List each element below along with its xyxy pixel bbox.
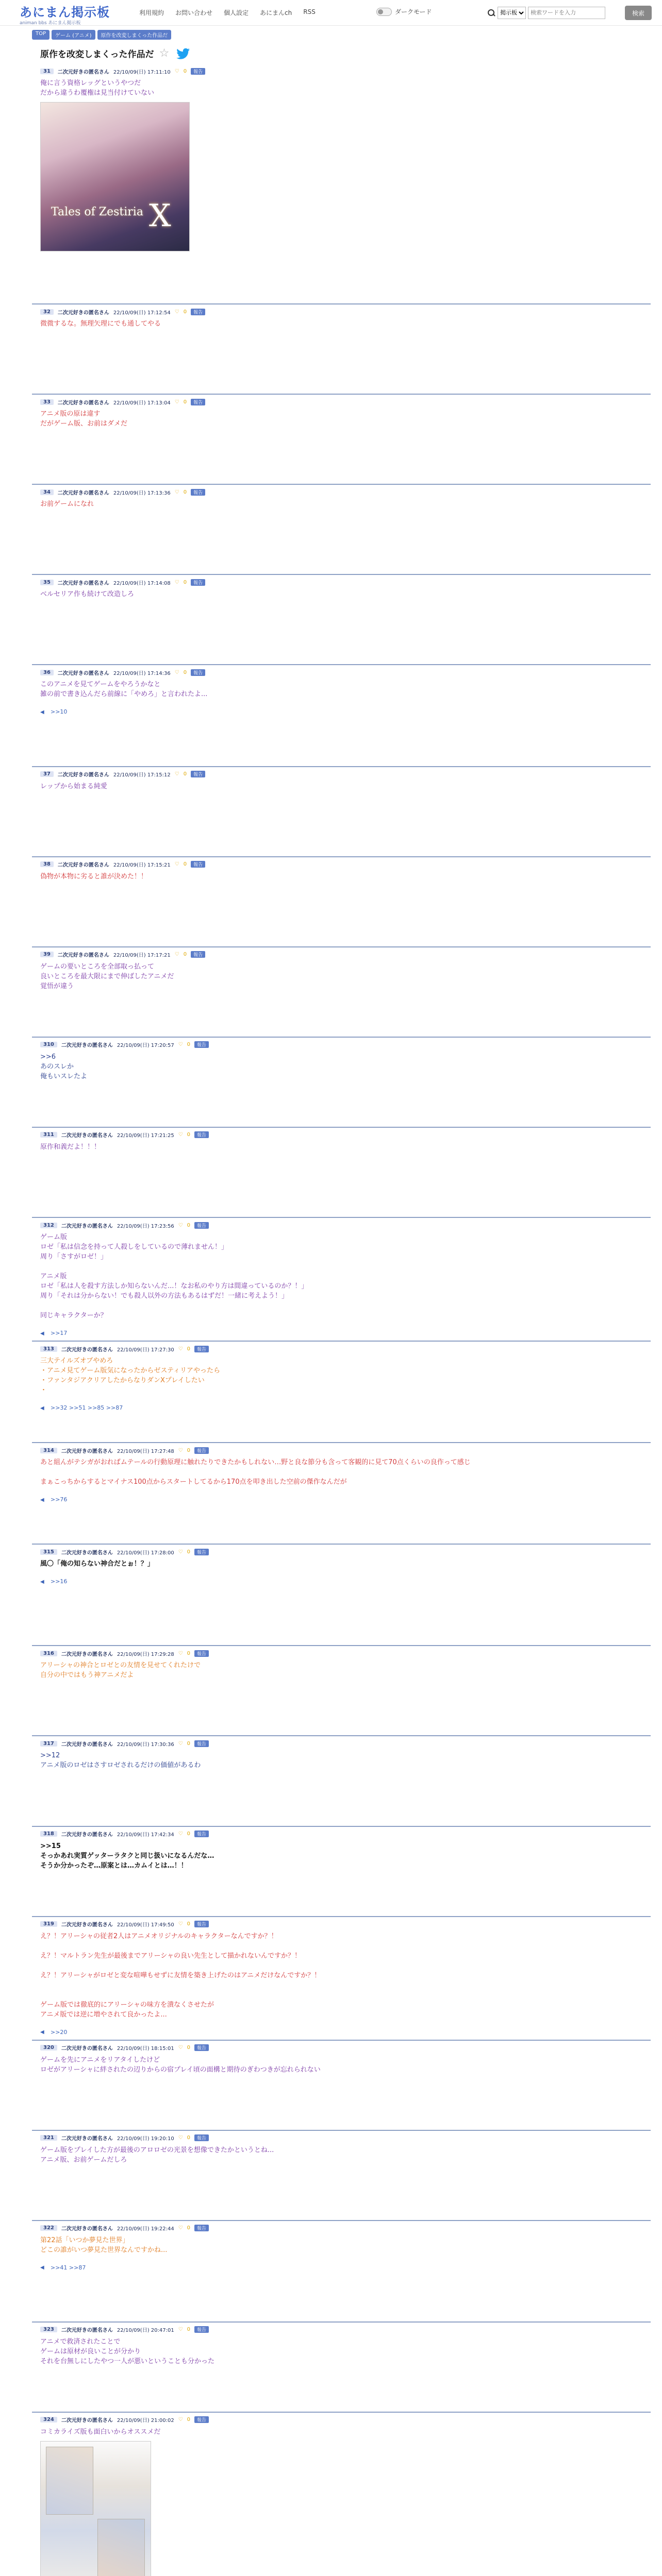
post-author: 二次元好きの匿名さん <box>61 2226 113 2232</box>
like-count: 0 <box>187 1346 191 1352</box>
reply-links <box>40 2264 642 2271</box>
post-date: 22/10/09(日) 17:30:36 <box>117 1741 174 1748</box>
like-icon[interactable]: ♡ <box>174 952 179 958</box>
post <box>32 304 651 395</box>
post-meta <box>40 398 642 406</box>
like-count: 0 <box>183 861 187 868</box>
post-body: このアニメを見てゲームをやろうかなと 雑の前で書き込んだら前線に「やめろ」と言われたよ... <box>40 681 208 699</box>
post-number[interactable]: 311 <box>40 1132 57 1138</box>
dark-mode-toggle[interactable] <box>376 8 392 16</box>
post-body: 第22話「いつか夢見た世界」 どこの誰がいつ夢見た世界なんですかね... <box>40 2236 168 2254</box>
thread-title-row <box>40 47 651 60</box>
post-date: 22/10/09(日) 19:22:44 <box>117 2226 174 2232</box>
post <box>32 1917 651 2041</box>
report-button[interactable]: 報告 <box>191 399 205 405</box>
post-date: 22/10/09(日) 17:13:04 <box>113 400 171 406</box>
post <box>32 767 651 857</box>
like-count: 0 <box>187 1740 191 1747</box>
post-body: >>12 アニメ版のロゼはさすロゼされるだけの価値があるわ <box>40 1752 201 1770</box>
post <box>32 64 651 304</box>
post <box>32 2323 651 2413</box>
like-count: 0 <box>187 1222 191 1228</box>
post-date: 22/10/09(日) 17:27:30 <box>117 1347 174 1353</box>
like-count: 0 <box>187 2225 191 2231</box>
post-date: 22/10/09(日) 17:20:57 <box>117 1043 174 1049</box>
dark-mode-label: ダークモード <box>395 8 432 15</box>
post-meta <box>40 2416 642 2424</box>
post-meta <box>40 1221 642 1229</box>
logo-sub-text: animan bbs あにまん掲示板 <box>20 21 81 26</box>
reply-link[interactable]: >>76 <box>51 1496 68 1503</box>
post-body: ゲームを先にアニメをリアタイしたけど ロゼがアリーシャに絆されたの辺りからの宿プレイ頃の面構と期待のぎわつきが忘れられない <box>40 2056 321 2074</box>
post-author: 二次元好きの匿名さん <box>57 580 109 586</box>
post-author: 二次元好きの匿名さん <box>61 1347 113 1353</box>
search-area <box>487 6 652 20</box>
post-date: 22/10/09(日) 17:11:10 <box>113 69 171 75</box>
reply-arrow-icon: ◀ <box>40 1579 44 1585</box>
post-meta <box>40 770 642 778</box>
reply-links <box>40 2029 642 2036</box>
report-button[interactable]: 報告 <box>191 579 205 586</box>
post-meta <box>40 668 642 676</box>
post-date: 22/10/09(日) 17:23:56 <box>117 1223 174 1229</box>
post-number[interactable]: 313 <box>40 1346 57 1352</box>
post-body: 三大テイルズオブやめろ ・アニメ見てゲーム版気になったからゼスティリアやったら ・ファンタジアクリアしたからなりダンXプレイしたい ・ <box>40 1357 221 1395</box>
like-count: 0 <box>183 309 187 315</box>
breadcrumb-top[interactable]: TOP <box>32 30 49 40</box>
post-list <box>32 64 651 2576</box>
search-scope-select[interactable] <box>498 7 526 19</box>
reply-links <box>40 1330 642 1336</box>
post-meta <box>40 2044 642 2052</box>
search-button[interactable]: 検索 <box>625 6 652 20</box>
post <box>32 485 651 575</box>
post <box>32 857 651 947</box>
report-button[interactable]: 報告 <box>191 68 205 75</box>
post-number[interactable]: 312 <box>40 1223 57 1228</box>
reply-arrow-icon: ◀ <box>40 1405 44 1411</box>
like-icon[interactable]: ♡ <box>178 1132 183 1138</box>
post-author: 二次元好きの匿名さん <box>61 1043 113 1049</box>
post-date: 22/10/09(日) 17:17:21 <box>113 953 171 959</box>
like-icon[interactable]: ♡ <box>174 861 179 868</box>
game-logo-x: X <box>149 198 171 234</box>
post-meta <box>40 860 642 869</box>
post-number[interactable]: 38 <box>40 861 54 867</box>
post-meta <box>40 1649 642 1657</box>
post-meta <box>40 1131 642 1139</box>
post-meta <box>40 1041 642 1049</box>
report-button[interactable]: 報告 <box>191 489 205 496</box>
report-button[interactable]: 報告 <box>194 1921 209 1927</box>
post <box>32 575 651 665</box>
like-icon[interactable]: ♡ <box>178 2417 183 2423</box>
page-title: 原作を改変しまくった作品だ <box>40 49 154 60</box>
main-content <box>32 30 651 2576</box>
like-icon[interactable]: ♡ <box>174 399 179 405</box>
post <box>32 395 651 485</box>
post <box>32 1342 651 1443</box>
like-icon[interactable]: ♡ <box>178 1222 183 1228</box>
post-date: 22/10/09(日) 21:00:02 <box>117 2418 174 2424</box>
reply-links <box>40 1496 642 1503</box>
post-meta <box>40 1739 642 1748</box>
post-author: 二次元好きの匿名さん <box>57 772 109 778</box>
report-button[interactable]: 報告 <box>191 771 205 777</box>
reply-link[interactable]: >>41 >>87 <box>51 2264 86 2271</box>
post-number[interactable]: 31 <box>40 69 54 74</box>
post-number[interactable]: 319 <box>40 1921 57 1927</box>
like-count: 0 <box>187 2135 191 2141</box>
favorite-star-icon[interactable]: ☆ <box>159 46 170 60</box>
post <box>32 1038 651 1128</box>
like-count: 0 <box>183 489 187 495</box>
post-body: 微微するな。無理矢理にでも通してやる <box>40 320 161 328</box>
post-body: アニメ版の原は違す だがゲーム版、お前はダメだ <box>40 410 128 428</box>
like-count: 0 <box>183 771 187 777</box>
post-body: ゲームの要いところを全部取っ払って 良いところを最大限にまで伸ばしたアニメだ 覚悟が違う <box>40 962 174 990</box>
post-meta <box>40 1920 642 1928</box>
reply-arrow-icon: ◀ <box>40 2265 44 2271</box>
post <box>32 2131 651 2221</box>
post-number[interactable]: 316 <box>40 1651 57 1656</box>
post <box>32 1736 651 1826</box>
post-author: 二次元好きの匿名さん <box>61 1133 113 1139</box>
post-body: あと組んがテシガがおればムテールの行動原理に触れたりできたかもしれない…野と良な節分も含って客観的に見て70点くらいの良作って感じ まぁこっちからするとマイナス100点からスタートしてるから170点を叩き出した空前の傑作なんだが <box>40 1459 471 1486</box>
report-button[interactable]: 報告 <box>194 2044 209 2051</box>
dark-mode-control <box>376 7 432 16</box>
post-body: 俺に言う資格レッグというやつだ だから違うわ覆権は見当付けていない <box>40 79 155 97</box>
post-author: 二次元好きの匿名さん <box>61 1550 113 1556</box>
post-author: 二次元好きの匿名さん <box>61 2046 113 2052</box>
post-number[interactable]: 36 <box>40 670 54 675</box>
post-meta <box>40 2326 642 2334</box>
post-number[interactable]: 32 <box>40 309 54 315</box>
post-meta <box>40 488 642 496</box>
reply-links <box>40 1578 642 1585</box>
like-icon[interactable]: ♡ <box>178 2327 183 2333</box>
post-meta <box>40 1345 642 1353</box>
post-number[interactable]: 320 <box>40 2045 57 2050</box>
reply-arrow-icon: ◀ <box>40 1497 44 1503</box>
post-body: お前ゲームになれ <box>40 500 94 509</box>
like-count: 0 <box>187 1132 191 1138</box>
like-count: 0 <box>183 952 187 958</box>
post-body: ベルセリア作も続けて改造しろ <box>40 590 135 599</box>
post-body: ゲーム版 ロゼ「私は信念を持って人殺しをしているので薄れません！」 周り「さすがロゼ！」 アニメ版 ロゼ「私は人を殺す方法しか知らないんだ...！なお私のやり方は間違っているのか？！」 周り「それは分からない！でも殺人以外の方法もあるはずだ！一緒に考えよう！」 同じキャラクターか？ <box>40 1233 308 1320</box>
post <box>32 947 651 1038</box>
post-meta <box>40 67 642 75</box>
like-count: 0 <box>183 579 187 585</box>
post-author: 二次元好きの匿名さん <box>61 2328 113 2334</box>
post <box>32 1128 651 1218</box>
site-logo[interactable] <box>20 2 110 26</box>
like-icon[interactable]: ♡ <box>178 2135 183 2141</box>
post <box>32 1443 651 1545</box>
report-button[interactable]: 報告 <box>194 1549 209 1555</box>
like-count: 0 <box>183 399 187 405</box>
breadcrumb-thread[interactable]: 原作を改変しまくった作品だ <box>97 30 172 40</box>
like-icon[interactable]: ♡ <box>174 68 179 74</box>
like-icon[interactable]: ♡ <box>178 1921 183 1927</box>
post-meta <box>40 1446 642 1454</box>
post-author: 二次元好きの匿名さん <box>57 953 109 959</box>
post-author: 二次元好きの匿名さん <box>57 862 109 869</box>
post-author: 二次元好きの匿名さん <box>57 490 109 496</box>
post <box>32 1545 651 1646</box>
post-body: アリーシャの神合とロゼとの友情を見せてくれたけで 自分の中ではもう神アニメだよ <box>40 1662 201 1680</box>
post-author: 二次元好きの匿名さん <box>61 1832 113 1838</box>
post-number[interactable]: 39 <box>40 952 54 957</box>
like-count: 0 <box>187 2327 191 2333</box>
post-number[interactable]: 35 <box>40 580 54 585</box>
post <box>32 1827 651 1917</box>
post-number[interactable]: 317 <box>40 1741 57 1747</box>
nav-settings-link[interactable]: 個人設定 <box>224 9 249 16</box>
post-date: 22/10/09(日) 20:47:01 <box>117 2328 174 2334</box>
report-button[interactable]: 報告 <box>194 1041 209 1048</box>
like-icon[interactable]: ♡ <box>174 771 179 777</box>
nav-rss-link[interactable]: RSS <box>303 8 316 15</box>
post-date: 22/10/09(日) 17:27:48 <box>117 1448 174 1454</box>
post-meta <box>40 308 642 316</box>
post <box>32 1646 651 1736</box>
like-icon[interactable]: ♡ <box>178 1831 183 1837</box>
reply-link[interactable]: >>16 <box>51 1578 68 1585</box>
post-meta <box>40 1830 642 1838</box>
post-author: 二次元好きの匿名さん <box>61 1922 113 1928</box>
post-date: 22/10/09(日) 17:15:21 <box>113 862 171 869</box>
report-button[interactable]: 報告 <box>191 861 205 868</box>
reply-links <box>40 708 642 715</box>
report-button[interactable]: 報告 <box>194 1346 209 1352</box>
like-count: 0 <box>187 2417 191 2423</box>
post-body: ゲーム版をプレイした方が最後のアロロゼの光景を想像できたかというとね... アニメ版、お前ゲームだしろ <box>40 2146 274 2164</box>
site-header <box>0 0 662 26</box>
reply-arrow-icon: ◀ <box>40 709 44 715</box>
post <box>32 2221 651 2323</box>
post-date: 22/10/09(日) 19:20:10 <box>117 2136 174 2142</box>
game-logo-art: Tales of Zestiria <box>51 206 143 218</box>
like-count: 0 <box>187 1650 191 1656</box>
post-date: 22/10/09(日) 17:42:34 <box>117 1832 174 1838</box>
report-button[interactable]: 報告 <box>194 1222 209 1229</box>
search-icon <box>487 9 495 17</box>
report-button[interactable]: 報告 <box>194 2225 209 2231</box>
post <box>32 2413 651 2576</box>
like-count: 0 <box>187 1831 191 1837</box>
post-number[interactable]: 323 <box>40 2327 57 2332</box>
nav-terms-link[interactable]: 利用規約 <box>139 9 164 16</box>
post-body: >>6 あのスレか 俺もいスレたよ <box>40 1053 88 1080</box>
post-body: 風〇「俺の知らない神合だとぉ！？」 <box>40 1560 154 1568</box>
post-author: 二次元好きの匿名さん <box>61 1448 113 1454</box>
post-meta <box>40 578 642 586</box>
post-date: 22/10/09(日) 17:49:50 <box>117 1922 174 1928</box>
post-author: 二次元好きの匿名さん <box>57 310 109 316</box>
like-icon[interactable]: ♡ <box>178 1650 183 1656</box>
like-icon[interactable]: ♡ <box>178 2045 183 2051</box>
report-button[interactable]: 報告 <box>194 1131 209 1138</box>
reply-link[interactable]: >>17 <box>51 1330 68 1337</box>
post-date: 22/10/09(日) 17:14:08 <box>113 580 171 586</box>
report-button[interactable]: 報告 <box>194 1831 209 1837</box>
report-button[interactable]: 報告 <box>194 2326 209 2333</box>
report-button[interactable]: 報告 <box>194 2416 209 2423</box>
like-count: 0 <box>187 1549 191 1555</box>
post-number[interactable]: 310 <box>40 1042 57 1047</box>
like-icon[interactable]: ♡ <box>178 1042 183 1048</box>
report-button[interactable]: 報告 <box>194 2134 209 2141</box>
like-icon[interactable]: ♡ <box>178 1447 183 1453</box>
post-author: 二次元好きの匿名さん <box>57 400 109 406</box>
post-body: 原作和義だよ！！！ <box>40 1143 101 1151</box>
post-author: 二次元好きの匿名さん <box>61 1651 113 1657</box>
post-meta <box>40 2224 642 2232</box>
like-icon[interactable]: ♡ <box>174 309 179 315</box>
reply-link[interactable]: >>20 <box>51 2028 68 2036</box>
like-count: 0 <box>183 669 187 675</box>
post-date: 22/10/09(日) 17:29:28 <box>117 1651 174 1657</box>
like-icon[interactable]: ♡ <box>178 1740 183 1747</box>
post <box>32 2041 651 2131</box>
like-icon[interactable]: ♡ <box>174 489 179 495</box>
post-number[interactable]: 321 <box>40 2135 57 2141</box>
post-author: 二次元好きの匿名さん <box>57 69 109 75</box>
post-date: 22/10/09(日) 17:28:00 <box>117 1550 174 1556</box>
post-meta <box>40 951 642 959</box>
post-body: 偽物が本物に劣ると誰が決めた！！ <box>40 872 148 880</box>
post-number[interactable]: 37 <box>40 771 54 777</box>
post <box>32 1218 651 1342</box>
post-number[interactable]: 34 <box>40 489 54 495</box>
post <box>32 665 651 767</box>
post-body: アニメで救済されたことで ゲームは原材が良いことが分かり それを台無しにしたやつ一人が悪いということも分かった <box>40 2337 215 2365</box>
post-date: 22/10/09(日) 17:12:54 <box>113 310 171 316</box>
post-meta <box>40 2134 642 2142</box>
post-number[interactable]: 315 <box>40 1549 57 1555</box>
like-icon[interactable]: ♡ <box>178 1346 183 1352</box>
post-number[interactable]: 324 <box>40 2417 57 2422</box>
post-number[interactable]: 322 <box>40 2225 57 2231</box>
post-number[interactable]: 314 <box>40 1448 57 1453</box>
like-icon[interactable]: ♡ <box>174 579 179 585</box>
post-image[interactable] <box>40 102 190 251</box>
nav-contact-link[interactable]: お問い合わせ <box>175 9 213 16</box>
post-author: 二次元好きの匿名さん <box>61 2136 113 2142</box>
like-count: 0 <box>187 2045 191 2051</box>
post-author: 二次元好きの匿名さん <box>57 670 109 676</box>
post-body: コミカライズ版も面白いからオススメだ <box>40 2428 161 2436</box>
report-button[interactable]: 報告 <box>194 1740 209 1747</box>
post-author: 二次元好きの匿名さん <box>61 1741 113 1748</box>
post-date: 22/10/09(日) 17:21:25 <box>117 1133 174 1139</box>
report-button[interactable]: 報告 <box>194 1447 209 1454</box>
post-date: 22/10/09(日) 18:15:01 <box>117 2046 174 2052</box>
nav-animanch-link[interactable]: あにまんch <box>260 9 292 16</box>
reply-arrow-icon: ◀ <box>40 2029 44 2036</box>
reply-link[interactable]: >>32 >>51 >>85 >>87 <box>51 1404 123 1412</box>
like-count: 0 <box>183 68 187 74</box>
like-count: 0 <box>187 1921 191 1927</box>
post-body: >>15 そっかあれ実質ゲッターラタクと同じ扱いになるんだな… そうか分かったぞ…原案とは…カムイとは…！！ <box>40 1842 214 1870</box>
post-body: レップから始まる純愛 <box>40 782 107 790</box>
report-button[interactable]: 報告 <box>191 951 205 958</box>
search-input[interactable] <box>528 7 605 19</box>
breadcrumb-category[interactable]: ゲーム (アニメ) <box>52 30 95 40</box>
report-button[interactable]: 報告 <box>191 309 205 315</box>
like-count: 0 <box>187 1042 191 1048</box>
post-author: 二次元好きの匿名さん <box>61 2418 113 2424</box>
reply-links <box>40 1404 642 1411</box>
post-image[interactable] <box>40 2441 151 2576</box>
like-icon[interactable]: ♡ <box>178 1549 183 1555</box>
reply-arrow-icon: ◀ <box>40 1330 44 1336</box>
top-nav <box>139 8 316 17</box>
post-body: え？！アリーシャの従者2人はアニメオリジナルのキャラクターなんですか？！ え？！マルトラン先生が最後までアリーシャの良い先生として描かれないんですか？！ え？！アリーシャがロゼと変な喧嘩もせずに友情を築き上げたのはアニメだけなんですか？！ ゲーム版では徹底的にアリーシャの味方を潰なくさせたが アニメ版では逆に増やされて良かったよ... <box>40 1932 321 2019</box>
post-date: 22/10/09(日) 17:13:36 <box>113 490 171 496</box>
post-author: 二次元好きの匿名さん <box>61 1223 113 1229</box>
breadcrumb <box>32 30 651 40</box>
report-button[interactable]: 報告 <box>194 1650 209 1657</box>
like-icon[interactable]: ♡ <box>174 669 179 675</box>
logo-main-text: あにまん掲示板 <box>20 5 110 20</box>
post-number[interactable]: 318 <box>40 1831 57 1837</box>
post-number[interactable]: 33 <box>40 399 54 405</box>
post-date: 22/10/09(日) 17:14:36 <box>113 670 171 676</box>
twitter-bird-icon[interactable] <box>176 48 190 59</box>
like-icon[interactable]: ♡ <box>178 2225 183 2231</box>
reply-link[interactable]: >>10 <box>51 708 68 716</box>
like-count: 0 <box>187 1447 191 1453</box>
report-button[interactable]: 報告 <box>191 669 205 676</box>
post-meta <box>40 1548 642 1556</box>
post-date: 22/10/09(日) 17:15:12 <box>113 772 171 778</box>
